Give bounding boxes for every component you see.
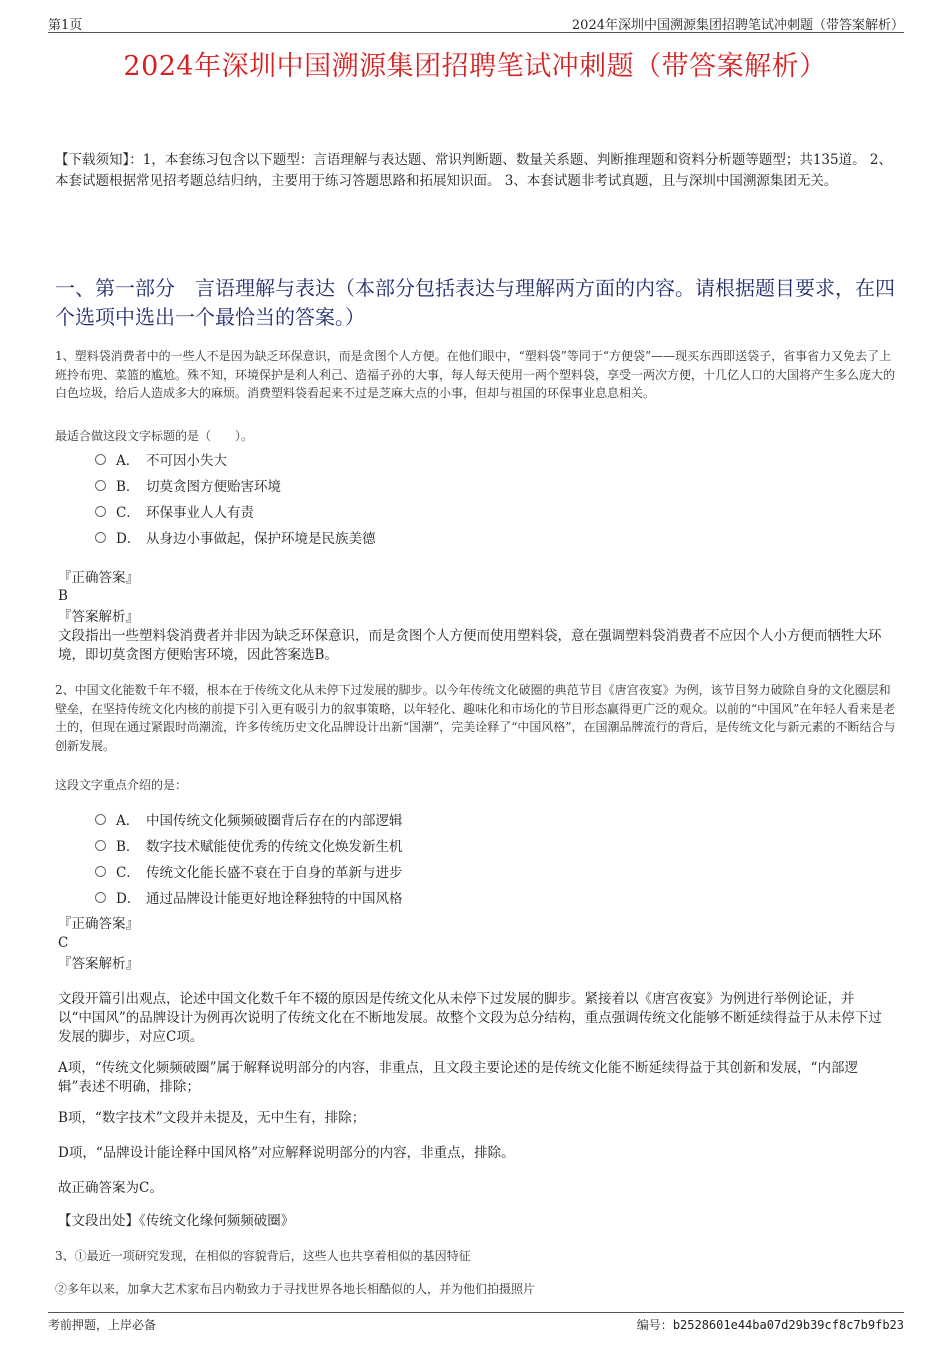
analysis-paragraph: 文段开篇引出观点，论述中国文化数千年不辍的原因是传统文化从未停下过发展的脚步。紧接着以《唐宫夜宴》为例进行举例论证，并以“中国风”的品牌设计为例再次说明了传统文化在不断地发展。故整个文段为总分结构，重点强调传统文化能够不断延续得益于从未停下过发展的脚步，对应C项。 xyxy=(58,991,882,1045)
analysis-paragraph: A项，“传统文化频频破圈”属于解释说明部分的内容，非重点，且文段主要论述的是传统文化能不断延续得益于其创新和发展，“内部逻辑”表述不明确，排除； xyxy=(58,1060,858,1095)
option-d[interactable]: D． 从身边小事做起，保护环境是民族美德 xyxy=(95,524,795,550)
option-d[interactable]: D． 通过品牌设计能更好地诠释独特的中国风格 xyxy=(95,884,795,910)
question-3-line: ②多年以来，加拿大艺术家布吕内勒致力于寻找世界各地长相酷似的人，并为他们拍摄照片 xyxy=(55,1282,536,1296)
radio-icon[interactable] xyxy=(95,866,106,877)
analysis-label: 『答案解析』 xyxy=(58,956,139,972)
answer-value: B xyxy=(58,588,68,604)
option-a[interactable]: A． 中国传统文化频频破圈背后存在的内部逻辑 xyxy=(95,806,795,832)
footer-slogan: 考前押题，上岸必备 xyxy=(48,1318,157,1332)
source-citation: 【文段出处】《传统文化缘何频频破圈》 xyxy=(58,1213,295,1229)
radio-icon[interactable] xyxy=(95,506,106,517)
radio-icon[interactable] xyxy=(95,532,106,543)
question-3-line: 3、①最近一项研究发现，在相似的容貌背后，这些人也共享着相似的基因特征 xyxy=(55,1249,471,1263)
radio-icon[interactable] xyxy=(95,814,106,825)
analysis-paragraph: D项，“品牌设计能诠释中国风格”对应解释说明部分的内容，非重点，排除。 xyxy=(58,1145,515,1161)
download-notice: 【下载须知】：1，本套练习包含以下题型：言语理解与表达题、常识判断题、数量关系题、判断推理题和资料分析题等题型；共135道。 2、本套试题根据常见招考题总结归纳，主要用于练习答题思路和拓展知识面。 3、本套试题非考试真题，且与深圳中国溯源集团无关。 xyxy=(55,152,892,189)
option-b[interactable]: B． 切莫贪图方便贻害环境 xyxy=(95,472,795,498)
question-2-options xyxy=(95,806,795,910)
analysis-paragraph: 故正确答案为C。 xyxy=(58,1180,163,1196)
option-b[interactable]: B． 数字技术赋能使优秀的传统文化焕发新生机 xyxy=(95,832,795,858)
analysis-label: 『答案解析』 xyxy=(58,609,139,625)
question-1-stem: 1、塑料袋消费者中的一些人不是因为缺乏环保意识，而是贪图个人方便。在他们眼中，“塑料袋”等同于“方便袋”——现买东西即送袋子，省事省力又免去了上班拎布兜、菜篮的尴尬。殊不知，环境保护是利人利己、造福子孙的大事，每人每天使用一两个塑料袋，享受一两次方便，十几亿人口的大国将产生多么庞大的白色垃圾，给后人造成多大的麻烦。消费塑料袋看起来不过是芝麻大点的小事，但却与祖国的环保事业息息相关。 xyxy=(55,349,896,400)
answer-label: 『正确答案』 xyxy=(58,916,139,932)
answer-label: 『正确答案』 xyxy=(58,570,139,586)
answer-value: C xyxy=(58,935,69,951)
option-c[interactable]: C． 环保事业人人有责 xyxy=(95,498,795,524)
radio-icon[interactable] xyxy=(95,454,106,465)
radio-icon[interactable] xyxy=(95,840,106,851)
option-a[interactable]: A． 不可因小失大 xyxy=(95,446,795,472)
page-title: 2024年深圳中国溯源集团招聘笔试冲刺题（带答案解析） xyxy=(123,51,827,82)
section-heading: 一、第一部分 言语理解与表达（本部分包括表达与理解两方面的内容。请根据题目要求，在四个选项中选出一个最恰当的答案。） xyxy=(55,276,895,329)
footer-code: 编号：b2528601e44ba07d29b39cf8c7b9fb23 xyxy=(636,1318,904,1332)
question-2-ask: 这段文字重点介绍的是： xyxy=(55,778,188,792)
analysis-paragraph: B项，“数字技术”文段并未提及，无中生有，排除； xyxy=(58,1110,366,1126)
radio-icon[interactable] xyxy=(95,892,106,903)
radio-icon[interactable] xyxy=(95,480,106,491)
question-2-stem: 2、中国文化能数千年不辍，根本在于传统文化从未停下过发展的脚步。以今年传统文化破圈的典范节目《唐宫夜宴》为例，该节目努力破除自身的文化圈层和壁垒，在坚持传统文化内核的前提下引入更有吸引力的叙事策略，以年轻化、趣味化和市场化的节目形态赢得更广泛的观众。以前的“中国风”在年轻人看来是老土的，但现在通过紧跟时尚潮流，许多传统历史文化品牌设计出新“国潮”，完美诠释了“中国风格”，在国潮品牌流行的背后，是传统文化与新元素的不断结合与创新发展。 xyxy=(55,683,896,753)
page-number: 第1页 xyxy=(48,18,83,33)
page-footer xyxy=(48,1312,904,1332)
analysis-text: 文段指出一些塑料袋消费者并非因为缺乏环保意识，而是贪图个人方便而使用塑料袋，意在强调塑料袋消费者不应因个人小方便而牺牲大环境，即切莫贪图方便贻害环境，因此答案选B。 xyxy=(58,628,882,663)
question-1-ask: 最适合做这段文字标题的是（ ）。 xyxy=(55,429,254,443)
page-header xyxy=(48,10,904,33)
question-1-options xyxy=(95,446,795,550)
header-doc-title: 2024年深圳中国溯源集团招聘笔试冲刺题（带答案解析） xyxy=(571,18,904,33)
option-c[interactable]: C． 传统文化能长盛不衰在于自身的革新与进步 xyxy=(95,858,795,884)
